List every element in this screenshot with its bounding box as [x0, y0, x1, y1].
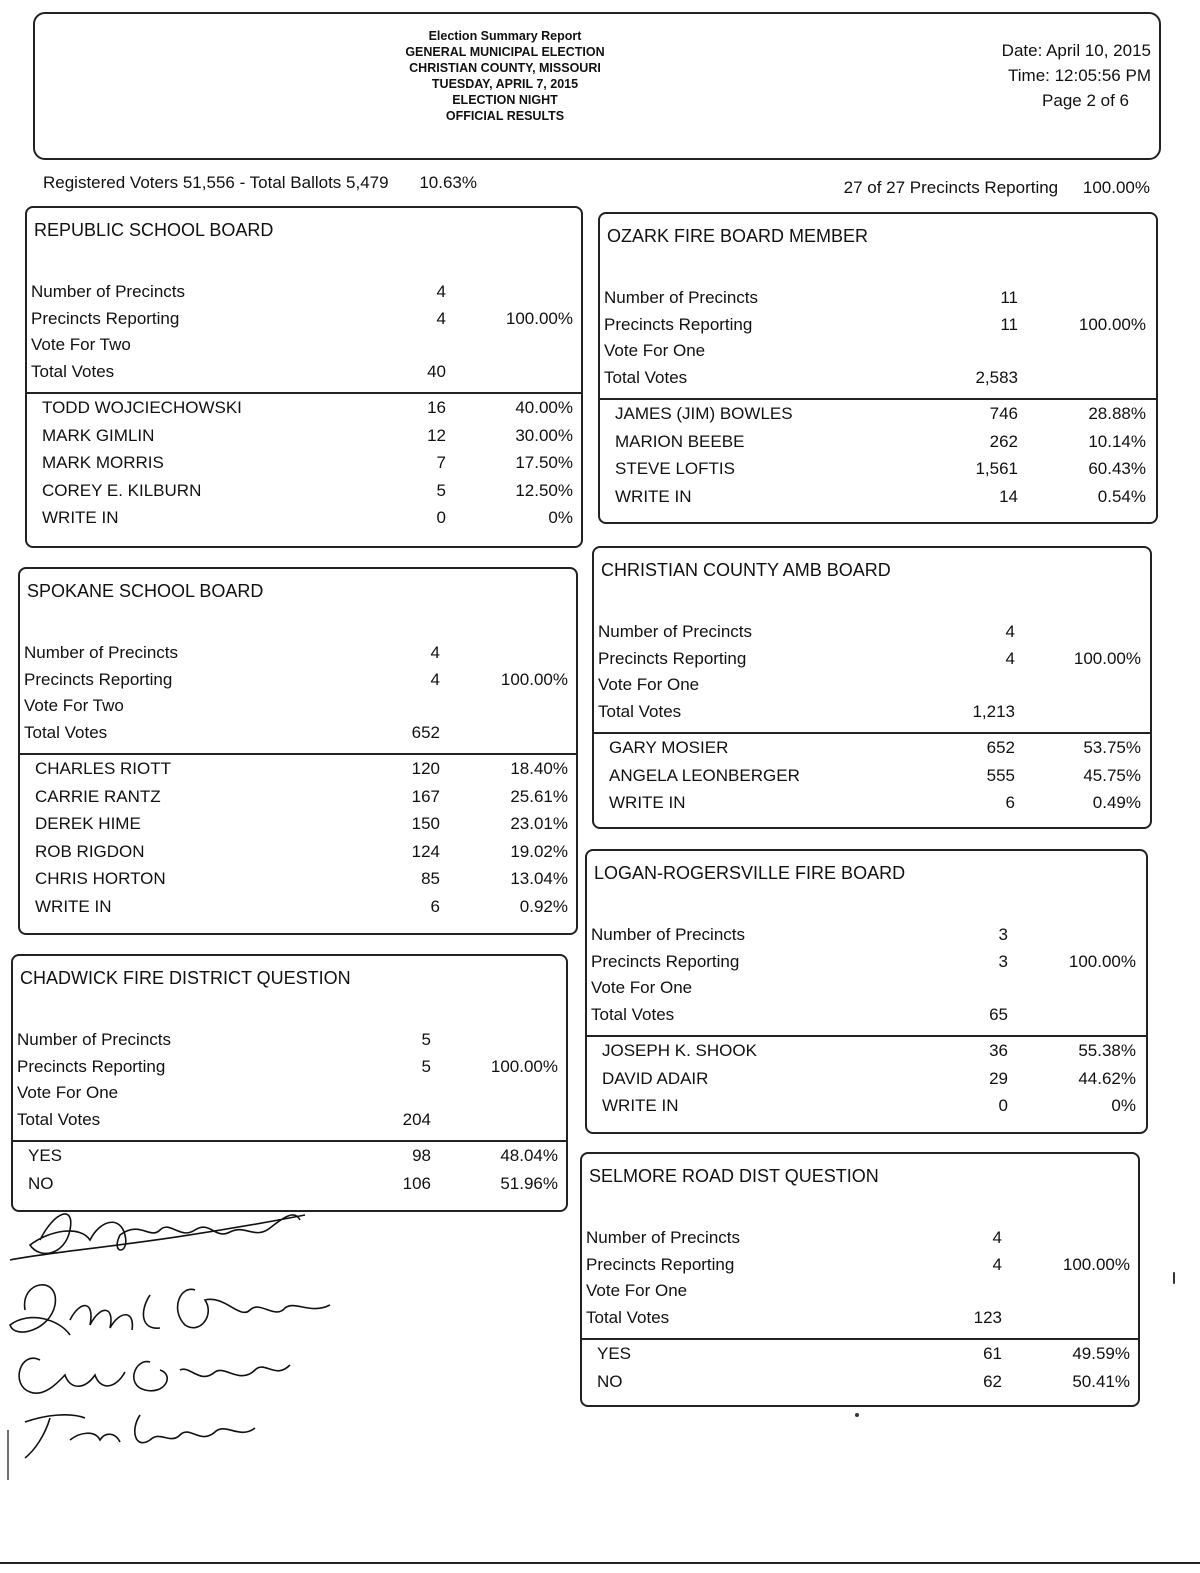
result-row [20, 897, 576, 923]
contest-box-selmore-road-dist-question [580, 1152, 1140, 1407]
row-label: COREY E. KILBURN [42, 480, 202, 500]
row-label: YES [597, 1344, 632, 1363]
report-title-block [335, 28, 675, 124]
row-count: 3 [998, 925, 1008, 944]
row-label: WRITE IN [609, 793, 686, 812]
row-count: 6 [1005, 793, 1015, 812]
result-row [594, 738, 1150, 764]
row-percent: 0.49% [1092, 793, 1141, 812]
stat-row [594, 649, 1150, 675]
election-name: GENERAL MUNICIPAL ELECTION [405, 45, 605, 59]
row-label: Vote For Two [31, 335, 131, 354]
row-label: CHRIS HORTON [35, 869, 166, 888]
row-count: 11 [1000, 314, 1018, 334]
contest-box-republic-school-board [25, 206, 583, 548]
contest-box-christian-county-amb-board [592, 546, 1152, 829]
row-label: Precincts Reporting [591, 951, 740, 971]
row-label: Number of Precincts [591, 925, 745, 944]
result-row [27, 508, 581, 534]
signature-1 [10, 1214, 305, 1260]
stat-row [20, 670, 576, 696]
precincts-summary [844, 178, 1150, 198]
stat-row [27, 335, 581, 361]
row-label: Total Votes [24, 722, 108, 742]
row-percent: 55.38% [1078, 1041, 1136, 1060]
row-percent: 49.59% [1072, 1344, 1130, 1363]
stat-row [582, 1228, 1138, 1254]
row-count: 652 [411, 722, 440, 742]
result-row [594, 766, 1150, 792]
row-count: 167 [411, 786, 440, 806]
result-row [27, 426, 581, 452]
contest-title: SPOKANE SCHOOL BOARD [27, 581, 264, 601]
contest-title: SELMORE ROAD DIST QUESTION [589, 1166, 879, 1186]
row-label: TODD WOJCIECHOWSKI [42, 398, 242, 417]
row-percent: 18.40% [510, 759, 568, 778]
row-percent: 17.50% [515, 453, 573, 472]
row-label: Number of Precincts [24, 643, 178, 662]
row-count: 65 [989, 1004, 1008, 1024]
row-percent: 100.00% [500, 669, 568, 689]
stat-row [20, 696, 576, 722]
row-label: WRITE IN [602, 1096, 679, 1115]
result-row [27, 398, 581, 424]
row-percent: 60.43% [1088, 459, 1146, 478]
row-label: MARK MORRIS [42, 453, 164, 472]
row-count: 204 [402, 1109, 431, 1129]
row-label: Number of Precincts [17, 1030, 171, 1049]
signature-4 [25, 1415, 255, 1458]
row-label: WRITE IN [42, 508, 119, 527]
row-label: Number of Precincts [598, 622, 752, 641]
row-percent: 30.00% [515, 425, 573, 445]
results-divider [594, 732, 1150, 734]
signature-2 [10, 1285, 330, 1335]
row-percent: 0% [548, 508, 573, 527]
stat-row [13, 1030, 566, 1056]
row-label: NO [597, 1371, 623, 1391]
row-label: Precincts Reporting [24, 669, 173, 689]
row-count: 5 [421, 1056, 431, 1076]
row-percent: 23.01% [510, 814, 568, 833]
row-label: Vote For One [604, 341, 706, 360]
result-row [13, 1174, 566, 1200]
row-label: CARRIE RANTZ [35, 786, 161, 806]
row-percent: 51.96% [500, 1173, 558, 1193]
row-count: 1,561 [975, 459, 1018, 478]
row-percent: 10.14% [1088, 431, 1146, 451]
row-label: MARK GIMLIN [42, 425, 155, 445]
results-divider [20, 753, 576, 755]
row-count: 5 [436, 480, 446, 500]
row-percent: 0.92% [519, 896, 568, 916]
result-row [594, 793, 1150, 819]
contest-title: CHRISTIAN COUNTY AMB BOARD [601, 560, 891, 580]
contest-box-chadwick-fire-district-question [11, 954, 568, 1212]
result-row [587, 1041, 1146, 1067]
row-count: 120 [411, 759, 440, 778]
row-count: 555 [986, 765, 1015, 785]
row-percent: 13.04% [510, 869, 568, 888]
row-percent: 45.75% [1083, 765, 1141, 785]
election-night-label: ELECTION NIGHT [452, 93, 558, 107]
contest-title: REPUBLIC SCHOOL BOARD [34, 220, 274, 240]
stat-row [20, 723, 576, 749]
stat-row [587, 1005, 1146, 1031]
row-label: Total Votes [31, 361, 115, 381]
row-count: 29 [989, 1068, 1008, 1088]
row-percent: 100.00% [1062, 1254, 1130, 1274]
report-title: Election Summary Report [428, 29, 582, 43]
row-count: 150 [411, 814, 440, 833]
row-percent: 100.00% [1078, 314, 1146, 334]
result-row [20, 814, 576, 840]
row-label: Precincts Reporting [17, 1056, 166, 1076]
results-divider [582, 1338, 1138, 1340]
row-percent: 40.00% [515, 398, 573, 417]
registered-voters: Registered Voters 51,556 - Total Ballots 5,479 [43, 173, 389, 192]
row-count: 61 [983, 1344, 1002, 1363]
row-count: 98 [412, 1146, 431, 1165]
row-count: 11 [1000, 288, 1018, 307]
contest-box-logan-rogersville-fire-board [585, 849, 1148, 1134]
row-label: Vote For One [17, 1083, 119, 1102]
row-count: 16 [427, 398, 446, 417]
scan-speck [1173, 1272, 1175, 1284]
report-meta [1002, 38, 1151, 113]
row-count: 4 [992, 1228, 1002, 1247]
result-row [587, 1069, 1146, 1095]
row-count: 14 [999, 486, 1018, 506]
row-count: 262 [989, 431, 1018, 451]
precincts-reporting-percent: 100.00% [1082, 178, 1150, 197]
result-row [20, 869, 576, 895]
scan-speck [855, 1413, 859, 1417]
row-count: 4 [1005, 622, 1015, 641]
row-label: WRITE IN [35, 896, 112, 916]
report-date: Date: April 10, 2015 [1001, 41, 1151, 60]
row-label: WRITE IN [615, 486, 692, 506]
contest-box-spokane-school-board [18, 567, 578, 935]
row-label: Total Votes [598, 701, 682, 721]
row-count: 4 [430, 643, 440, 662]
row-label: Vote For One [591, 978, 693, 997]
row-percent: 48.04% [500, 1146, 558, 1165]
result-row [600, 404, 1156, 430]
row-count: 0 [436, 508, 446, 527]
stat-row [582, 1308, 1138, 1334]
row-count: 123 [973, 1307, 1002, 1327]
row-count: 7 [436, 453, 446, 472]
row-count: 6 [430, 896, 440, 916]
result-row [600, 459, 1156, 485]
row-label: JOSEPH K. SHOOK [602, 1041, 757, 1060]
stat-row [27, 362, 581, 388]
row-count: 62 [983, 1371, 1002, 1391]
county-name: CHRISTIAN COUNTY, MISSOURI [409, 61, 601, 75]
election-date: TUESDAY, APRIL 7, 2015 [431, 77, 579, 91]
contest-box-ozark-fire-board-member [598, 212, 1158, 524]
stat-row [13, 1083, 566, 1109]
row-count: 3 [998, 951, 1008, 971]
row-count: 5 [421, 1030, 431, 1049]
stat-row [27, 309, 581, 335]
row-count: 4 [430, 669, 440, 689]
row-count: 1,213 [972, 701, 1015, 721]
stat-row [20, 643, 576, 669]
result-row [600, 487, 1156, 513]
row-label: Vote For One [598, 675, 700, 694]
row-percent: 100.00% [505, 308, 573, 328]
row-count: 652 [986, 738, 1015, 757]
row-count: 85 [421, 869, 440, 888]
row-count: 4 [436, 308, 446, 328]
stat-row [27, 282, 581, 308]
result-row [20, 842, 576, 868]
row-label: MARION BEEBE [615, 431, 745, 451]
result-row [20, 787, 576, 813]
row-count: 12 [427, 425, 446, 445]
row-percent: 12.50% [515, 480, 573, 500]
row-label: Number of Precincts [31, 282, 185, 301]
result-row [27, 453, 581, 479]
precincts-reporting-total: 27 of 27 Precincts Reporting [843, 178, 1059, 197]
row-percent: 44.62% [1078, 1068, 1136, 1088]
row-count: 4 [992, 1254, 1002, 1274]
stat-row [587, 952, 1146, 978]
row-percent: 100.00% [490, 1056, 558, 1076]
row-percent: 100.00% [1068, 951, 1136, 971]
contest-title: OZARK FIRE BOARD MEMBER [607, 226, 869, 246]
result-row [20, 759, 576, 785]
result-row [582, 1372, 1138, 1398]
row-count: 40 [427, 361, 446, 381]
row-count: 4 [436, 282, 446, 301]
row-label: Vote For One [586, 1281, 688, 1300]
row-percent: 19.02% [510, 841, 568, 861]
row-label: DEREK HIME [35, 814, 141, 833]
row-label: STEVE LOFTIS [615, 459, 735, 478]
row-count: 2,583 [975, 367, 1018, 387]
row-label: DAVID ADAIR [602, 1068, 709, 1088]
results-divider [600, 398, 1156, 400]
contest-title: LOGAN-ROGERSVILLE FIRE BOARD [594, 863, 906, 883]
results-divider [587, 1035, 1146, 1037]
stat-row [594, 622, 1150, 648]
row-count: 106 [402, 1173, 431, 1193]
row-count: 4 [1005, 648, 1015, 668]
contest-title: CHADWICK FIRE DISTRICT QUESTION [20, 968, 351, 988]
results-divider [27, 392, 581, 394]
row-label: Vote For Two [24, 696, 124, 715]
stat-row [13, 1057, 566, 1083]
row-count: 0 [998, 1096, 1008, 1115]
official-results-label: OFFICIAL RESULTS [445, 109, 565, 123]
signatures [0, 1200, 360, 1480]
stat-row [587, 925, 1146, 951]
result-row [600, 432, 1156, 458]
result-row [587, 1096, 1146, 1122]
result-row [582, 1344, 1138, 1370]
row-percent: 53.75% [1083, 738, 1141, 757]
row-label: Total Votes [604, 367, 688, 387]
row-label: JAMES (JIM) BOWLES [615, 404, 793, 423]
row-label: Precincts Reporting [586, 1254, 735, 1274]
result-row [27, 481, 581, 507]
turnout-summary [43, 173, 477, 193]
row-percent: 0% [1111, 1096, 1136, 1115]
stat-row [600, 288, 1156, 314]
row-count: 36 [989, 1041, 1008, 1060]
stat-row [582, 1281, 1138, 1307]
stat-row [582, 1255, 1138, 1281]
signature-3 [19, 1358, 290, 1393]
report-time: Time: 12:05:56 PM [1008, 66, 1151, 85]
row-label: YES [28, 1146, 63, 1165]
result-row [13, 1146, 566, 1172]
row-label: ROB RIGDON [35, 841, 145, 861]
row-percent: 50.41% [1072, 1371, 1130, 1391]
row-label: Total Votes [17, 1109, 101, 1129]
stat-row [594, 702, 1150, 728]
row-label: Number of Precincts [604, 288, 758, 307]
row-label: Total Votes [591, 1004, 675, 1024]
row-percent: 100.00% [1073, 648, 1141, 668]
row-label: Total Votes [586, 1307, 670, 1327]
row-label: GARY MOSIER [609, 738, 729, 757]
row-label: Precincts Reporting [604, 314, 753, 334]
page-number: Page 2 of 6 [1042, 91, 1129, 110]
row-label: ANGELA LEONBERGER [609, 765, 800, 785]
stat-row [600, 368, 1156, 394]
stat-row [594, 675, 1150, 701]
row-percent: 25.61% [510, 786, 568, 806]
row-label: Precincts Reporting [31, 308, 180, 328]
row-count: 746 [989, 404, 1018, 423]
row-label: Precincts Reporting [598, 648, 747, 668]
row-percent: 0.54% [1097, 486, 1146, 506]
results-divider [13, 1140, 566, 1142]
stat-row [600, 341, 1156, 367]
stat-row [587, 978, 1146, 1004]
page-bottom-edge [0, 1562, 1200, 1564]
row-count: 124 [411, 841, 440, 861]
turnout-percent: 10.63% [419, 173, 477, 192]
stat-row [13, 1110, 566, 1136]
row-label: Number of Precincts [586, 1228, 740, 1247]
report-header [33, 12, 1161, 160]
row-label: CHARLES RIOTT [35, 759, 172, 778]
stat-row [600, 315, 1156, 341]
row-percent: 28.88% [1088, 404, 1146, 423]
row-label: NO [28, 1173, 54, 1193]
